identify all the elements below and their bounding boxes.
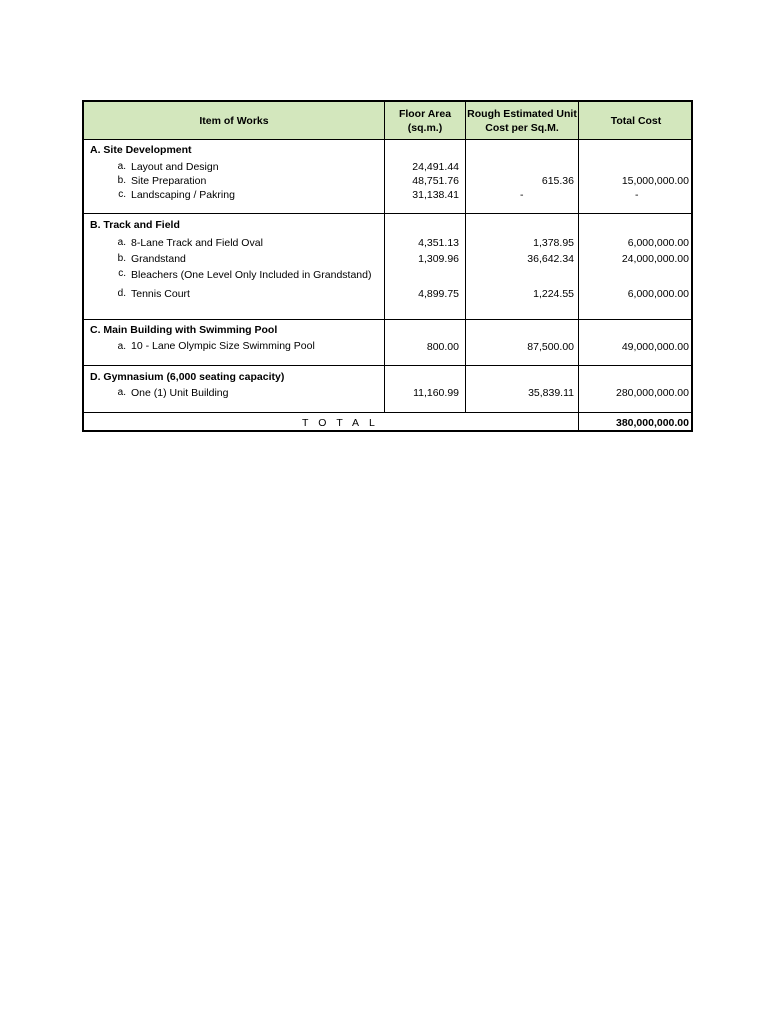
unit-cost-value: 87,500.00	[527, 341, 574, 353]
item-marker: b.	[117, 175, 126, 186]
header-total-cost	[579, 102, 693, 139]
cost-estimate-table	[82, 100, 693, 432]
item-marker: c.	[118, 189, 126, 200]
item-marker: a.	[117, 341, 126, 352]
header-item-of-works-label: Item of Works	[199, 114, 269, 127]
total-cost-value: 280,000,000.00	[616, 387, 689, 399]
header-total-cost-label: Total Cost	[610, 114, 662, 127]
total-label: TOTAL	[302, 417, 385, 429]
floor-area-value: 4,351.13	[418, 237, 459, 249]
item-marker: a.	[117, 387, 126, 398]
floor-area-value: 11,160.99	[413, 387, 459, 399]
item-label: One (1) Unit Building	[131, 387, 229, 399]
section-title-c: C. Main Building with Swimming Pool	[90, 324, 278, 336]
total-cost-value: 49,000,000.00	[621, 341, 689, 353]
floor-area-value: 31,138.41	[412, 189, 459, 201]
header-floor-area	[385, 102, 465, 139]
item-label: Landscaping / Pakring	[131, 189, 235, 201]
item-marker: a.	[117, 237, 126, 248]
item-label: Bleachers (One Level Only Included in Grandstand)	[131, 269, 372, 281]
item-marker: b.	[117, 253, 126, 264]
floor-area-value: 4,899.75	[418, 288, 459, 300]
floor-area-value: 48,751.76	[412, 175, 459, 187]
total-cost-value: 15,000,000.00	[621, 175, 689, 187]
unit-cost-value: 615.36	[541, 175, 574, 187]
total-cost-value: 6,000,000.00	[627, 237, 689, 249]
section-title-a: A. Site Development	[90, 144, 192, 156]
unit-cost-value: 1,224.55	[533, 288, 574, 300]
item-label: 10 - Lane Olympic Size Swimming Pool	[131, 340, 315, 352]
section-divider-b	[84, 319, 691, 320]
header-unit-cost	[466, 102, 578, 139]
item-marker: d.	[117, 288, 126, 299]
item-marker: a.	[117, 161, 126, 172]
header-floor-area-line2: (sq.m.)	[407, 121, 443, 134]
item-label: Layout and Design	[131, 161, 219, 173]
header-floor-area-line1: Floor Area	[398, 107, 452, 120]
header-unit-cost-line1: Rough Estimated Unit	[467, 107, 577, 120]
header-divider	[84, 139, 691, 140]
total-cost-value: -	[635, 189, 639, 201]
section-title-b: B. Track and Field	[90, 219, 180, 231]
item-label: Grandstand	[131, 253, 186, 265]
section-divider-a	[84, 213, 691, 214]
unit-cost-value: 1,378.95	[533, 237, 574, 249]
header-item-of-works	[84, 102, 384, 139]
item-marker: c.	[118, 268, 126, 279]
unit-cost-value: -	[520, 189, 524, 201]
unit-cost-value: 35,839.11	[528, 387, 574, 399]
total-cost-value: 24,000,000.00	[621, 253, 689, 265]
header-unit-cost-line2: Cost per Sq.M.	[485, 121, 559, 134]
grand-total-value: 380,000,000.00	[616, 417, 689, 429]
section-divider-c	[84, 365, 691, 366]
item-label: Site Preparation	[131, 175, 207, 187]
floor-area-value: 24,491.44	[412, 161, 459, 173]
section-title-d: D. Gymnasium (6,000 seating capacity)	[90, 371, 285, 383]
total-cost-value: 6,000,000.00	[627, 288, 689, 300]
section-divider-d	[84, 412, 691, 413]
floor-area-value: 800.00	[426, 341, 459, 353]
column-divider-3	[578, 102, 579, 432]
unit-cost-value: 36,642.34	[527, 253, 574, 265]
floor-area-value: 1,309.96	[418, 253, 459, 265]
item-label: Tennis Court	[131, 288, 190, 300]
item-label: 8-Lane Track and Field Oval	[131, 237, 263, 249]
